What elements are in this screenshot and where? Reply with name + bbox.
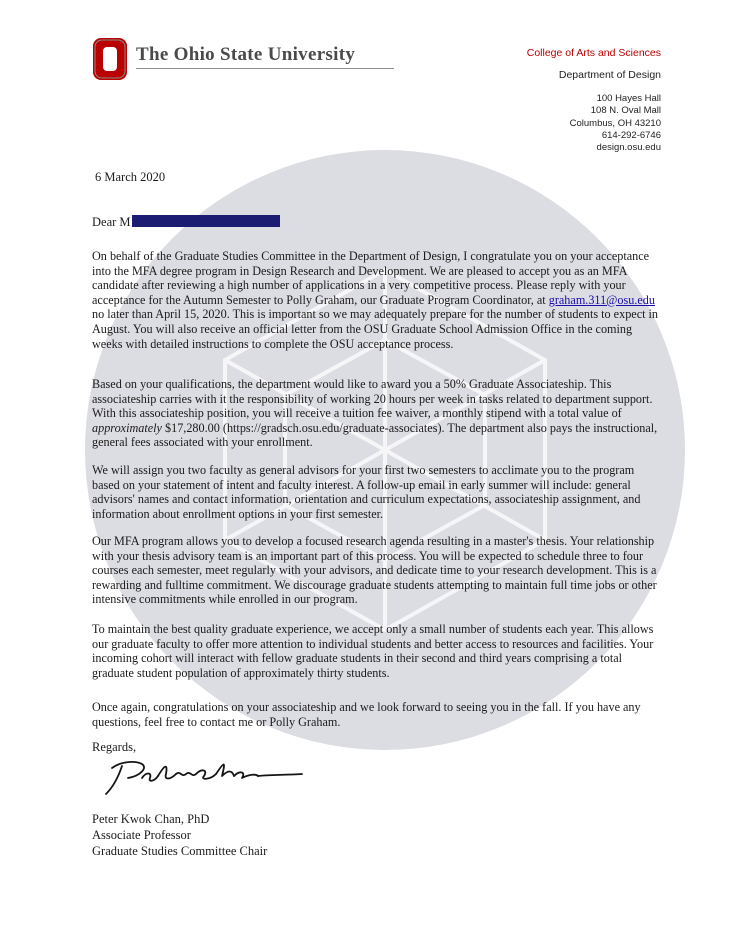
block-o-logo bbox=[93, 38, 127, 80]
signature-block bbox=[92, 811, 267, 859]
salutation bbox=[92, 215, 280, 230]
redacted-name bbox=[132, 215, 280, 227]
handwritten-signature bbox=[90, 748, 310, 808]
paragraph-text: On behalf of the Graduate Studies Committee in the Department of Design, I congratulate you on your acceptance into the MFA degree program in Design Research and Development. We are pleased to accept you as an MFA candidate after reviewing a high number of applications in a very competitive process. Please reply with your acceptance for the Autumn Semester to Polly Graham, our Graduate Program Coordinator, at bbox=[92, 249, 650, 307]
college-name: College of Arts and Sciences bbox=[526, 47, 661, 59]
paragraph-acceptance bbox=[92, 249, 660, 351]
paragraph-associateship bbox=[92, 377, 660, 450]
department-address bbox=[570, 93, 661, 154]
university-name: The Ohio State University bbox=[136, 44, 356, 65]
signer-role: Graduate Studies Committee Chair bbox=[92, 844, 268, 858]
letter-date: 6 March 2020 bbox=[95, 170, 166, 184]
paragraph-program: Our MFA program allows you to develop a focused research agenda resulting in a master's thesis. Your relationship with your thesis advisory team is an important part of this process. You will be expected to schedule three to four courses each semester, meet regularly with your advisors, and dedicate time to your research development. This is a rewarding and fulltime commitment. We discourage graduate students attempting to maintain full time jobs or other intensive commitments while enrolled in our program. bbox=[92, 534, 657, 607]
paragraph-text: Based on your qualifications, the department would like to award you a 50% Graduate Associateship. This associateship carries with it the responsibility of working 20 hours per week in tasks related to department support. With this associateship position, you will receive a tuition fee waiver, a monthly stipend with a total value of bbox=[92, 377, 653, 421]
letterhead-rule bbox=[136, 68, 394, 69]
address-line: 100 Hayes Hall bbox=[596, 93, 661, 104]
department-name: Department of Design bbox=[558, 69, 661, 81]
signer-title: Associate Professor bbox=[92, 828, 191, 842]
closing-regards: Regards, bbox=[92, 740, 137, 754]
paragraph-text: $17,280.00 (https://gradsch.osu.edu/graduate-associates). The department also pays the instructional, general fees associated with your enrollment. bbox=[92, 420, 658, 450]
paragraph-advisors: We will assign you two faculty as general advisors for your first two semesters to acclimate you to the program based on your statement of intent and faculty interest. A follow-up email in early summer will include: general advisors' names and contact information, orientation and curriculum expectations, associateship assignment, and information about enrollment options in your first semester. bbox=[92, 463, 641, 521]
signer-name: Peter Kwok Chan, PhD bbox=[92, 812, 210, 826]
address-line: 108 N. Oval Mall bbox=[590, 105, 661, 117]
paragraph-cohort: To maintain the best quality graduate experience, we accept only a small number of students each year. This allows our graduate faculty to offer more attention to individual students and better access to resources and facilities. Your incoming cohort will interact with fellow graduate students in their second and third years comprising a total graduate student population of approximately thirty students. bbox=[92, 622, 654, 680]
paragraph-text: no later than April 15, 2020. This is important so we may adequately prepare for the number of students to expect in August. You will also receive an official letter from the OSU Graduate School Admission Office in the coming weeks with detailed instructions to complete the OSU acceptance process. bbox=[92, 307, 659, 351]
coordinator-email-link[interactable]: graham.311@osu.edu bbox=[548, 292, 655, 307]
italic-text: approximately bbox=[92, 420, 162, 435]
salutation-text: Dear M bbox=[92, 215, 131, 229]
address-line: Columbus, OH 43210 bbox=[569, 117, 661, 129]
paragraph-closing: Once again, congratulations on your associateship and we look forward to seeing you in the fall. If you have any questions, feel free to contact me or Polly Graham. bbox=[92, 700, 641, 729]
website: design.osu.edu bbox=[596, 142, 661, 154]
phone-number: 614-292-6746 bbox=[601, 129, 661, 141]
